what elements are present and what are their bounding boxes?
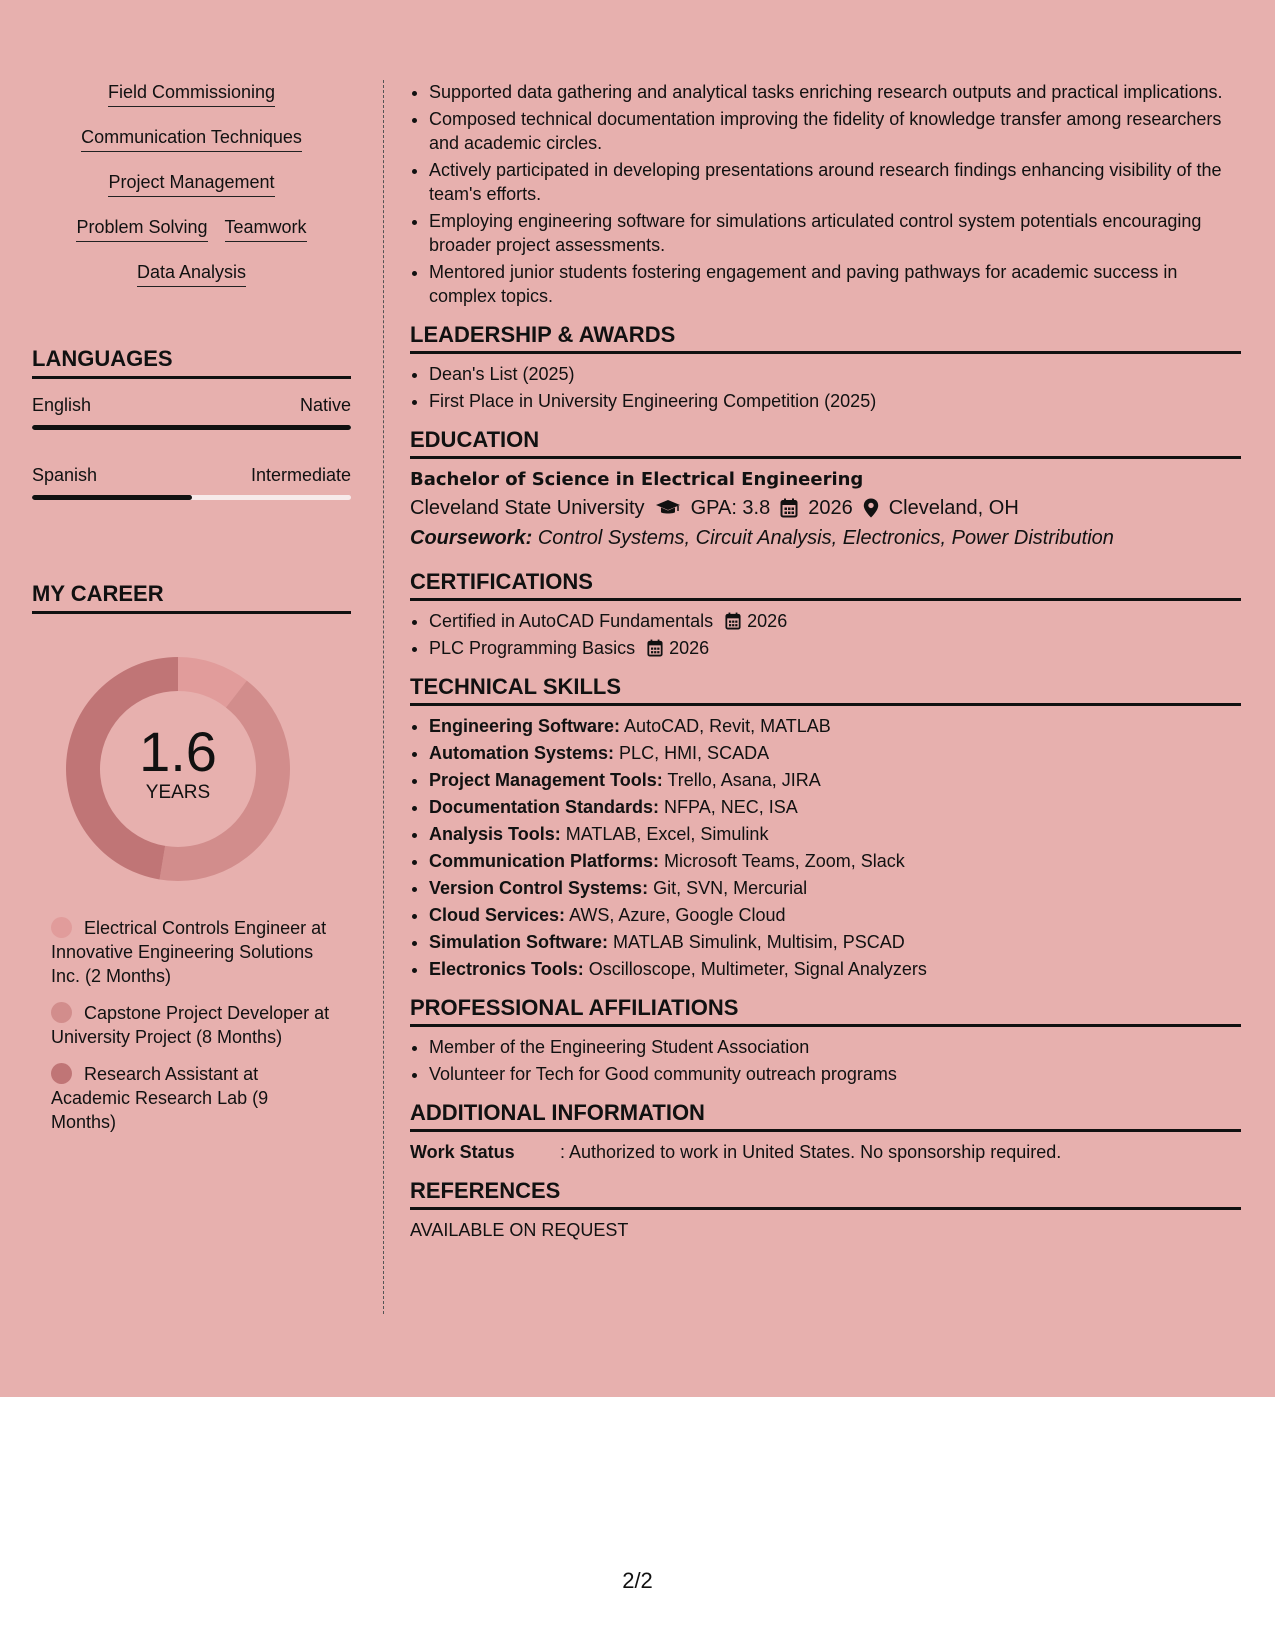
skill-tag: Problem Solving	[76, 215, 207, 242]
career-heading: MY CAREER	[32, 580, 351, 614]
skill-label: Analysis Tools:	[429, 824, 561, 844]
language-item	[32, 393, 351, 430]
skill-value: AWS, Azure, Google Cloud	[569, 905, 786, 925]
skill-value: Microsoft Teams, Zoom, Slack	[664, 851, 905, 871]
career-section	[32, 580, 351, 1134]
certifications-heading: CERTIFICATIONS	[410, 568, 1241, 601]
career-legend	[51, 916, 331, 1134]
skill-item	[429, 768, 1241, 792]
certifications-section	[410, 568, 1241, 660]
certification-year: 2026	[747, 611, 788, 631]
language-name: English	[32, 395, 92, 415]
coursework-list: Control Systems, Circuit Analysis, Electronics, Power Distribution	[537, 527, 1114, 549]
education-heading: EDUCATION	[410, 426, 1241, 459]
languages-heading: LANGUAGES	[32, 345, 351, 379]
certification-name: • PLC Programming Basics	[429, 638, 636, 658]
skill-item	[429, 849, 1241, 873]
skill-item	[429, 876, 1241, 900]
technical-skills-section	[410, 673, 1241, 981]
certification-item	[429, 609, 1241, 633]
certification-item	[429, 636, 1241, 660]
skill-label: Communication Platforms:	[429, 851, 660, 871]
skill-value: NFPA, NEC, ISA	[664, 797, 798, 817]
skill-label: Project Management Tools:	[429, 770, 663, 790]
skill-tag: Field Commissioning	[108, 80, 275, 107]
legend-label: Research Assistant at Academic Research Lab (9 Months)	[51, 1064, 269, 1132]
skill-label: Automation Systems:	[429, 743, 615, 763]
skill-value: Git, SVN, Mercurial	[653, 878, 808, 898]
skill-label: Version Control Systems:	[429, 878, 649, 898]
column-divider	[383, 80, 384, 1314]
language-name: Spanish	[32, 465, 98, 485]
certification-year: 2026	[669, 638, 710, 658]
tag-row	[32, 170, 351, 215]
skill-item	[429, 930, 1241, 954]
language-level: Intermediate	[250, 465, 351, 485]
skill-label: Cloud Services:	[429, 905, 566, 925]
skill-value: Oscilloscope, Multimeter, Signal Analyzers	[588, 959, 927, 979]
map-pin-icon	[863, 498, 879, 518]
leadership-heading: LEADERSHIP & AWARDS	[410, 321, 1241, 354]
skill-label: Documentation Standards:	[429, 797, 660, 817]
skill-label: Electronics Tools:	[429, 959, 584, 979]
calendar-icon	[780, 498, 798, 518]
technical-skills-heading: TECHNICAL SKILLS	[410, 673, 1241, 706]
affiliations-heading: PROFESSIONAL AFFILIATIONS	[410, 994, 1241, 1027]
skill-label: Simulation Software:	[429, 932, 609, 952]
skill-item	[429, 741, 1241, 765]
career-legend-item	[51, 1062, 331, 1134]
references-text: AVAILABLE ON REQUEST	[410, 1220, 629, 1240]
legend-dot	[51, 1002, 72, 1023]
skill-value: MATLAB, Excel, Simulink	[565, 824, 769, 844]
experience-bullets	[410, 80, 1241, 308]
experience-bullet: • Mentored junior students fostering engagement and paving pathways for academic success in complex topics.	[429, 260, 1241, 308]
language-level: Native	[299, 395, 351, 415]
language-bar-fill	[32, 425, 351, 430]
affiliations-section	[410, 994, 1241, 1086]
work-status-value: : Authorized to work in United States. No sponsorship required.	[560, 1142, 1062, 1162]
work-status-label: Work Status	[410, 1142, 515, 1162]
tag-row	[32, 125, 351, 170]
sidebar	[32, 80, 351, 1147]
career-donut	[63, 654, 293, 884]
page-number: 2/2	[622, 1568, 653, 1593]
additional-info-section	[410, 1099, 1241, 1164]
languages-section	[32, 345, 351, 500]
skill-tag: Project Management	[108, 170, 274, 197]
skill-item	[429, 903, 1241, 927]
additional-info-heading: ADDITIONAL INFORMATION	[410, 1099, 1241, 1132]
skill-tag: Communication Techniques	[81, 125, 302, 152]
school-name: Cleveland State University	[410, 497, 645, 519]
certification-name: • Certified in AutoCAD Fundamentals	[429, 611, 714, 631]
skill-label: Engineering Software:	[429, 716, 621, 736]
graduation-cap-icon	[655, 499, 681, 517]
skill-value: Trello, Asana, JIRA	[667, 770, 821, 790]
legend-label: Electrical Controls Engineer at Innovative Engineering Solutions Inc. (2 Months)	[51, 918, 327, 986]
language-bar-fill	[32, 495, 192, 500]
award-item: • First Place in University Engineering Competition (2025)	[429, 389, 1241, 413]
language-bar	[32, 425, 351, 430]
experience-bullet: • Supported data gathering and analytical tasks enriching research outputs and practical implications.	[429, 80, 1241, 104]
skill-value: MATLAB Simulink, Multisim, PSCAD	[613, 932, 905, 952]
graduation-year: 2026	[808, 497, 853, 519]
skill-item	[429, 957, 1241, 981]
career-legend-item	[51, 916, 331, 988]
skill-tag: Teamwork	[225, 215, 307, 242]
education-details	[410, 493, 1241, 523]
main-column	[410, 80, 1241, 1242]
references-section	[410, 1177, 1241, 1242]
legend-dot	[51, 1063, 72, 1084]
skill-item	[429, 714, 1241, 738]
skill-value: AutoCAD, Revit, MATLAB	[624, 716, 831, 736]
skill-tags	[32, 80, 351, 305]
calendar-icon	[725, 612, 741, 630]
skill-item	[429, 795, 1241, 819]
language-bar	[32, 495, 351, 500]
education-section	[410, 426, 1241, 553]
gpa: GPA: 3.8	[690, 497, 771, 519]
tag-row	[32, 80, 351, 125]
references-heading: REFERENCES	[410, 1177, 1241, 1210]
work-status	[410, 1140, 1241, 1164]
calendar-icon	[647, 639, 663, 657]
skill-tag: Data Analysis	[137, 260, 246, 287]
coursework	[410, 523, 1241, 553]
legend-label: Capstone Project Developer at University Project (8 Months)	[51, 1003, 330, 1047]
skill-value: PLC, HMI, SCADA	[619, 743, 770, 763]
skill-item	[429, 822, 1241, 846]
career-legend-item	[51, 1001, 331, 1049]
tag-row	[32, 260, 351, 305]
affiliation-item: • Member of the Engineering Student Association	[429, 1035, 1241, 1059]
career-years-unit: YEARS	[145, 782, 211, 803]
school-location: Cleveland, OH	[888, 497, 1019, 519]
career-years-value: 1.6	[139, 720, 217, 783]
affiliation-item: • Volunteer for Tech for Good community outreach programs	[429, 1062, 1241, 1086]
tag-row	[32, 215, 351, 260]
coursework-label: Coursework:	[410, 527, 533, 549]
experience-bullet: • Employing engineering software for simulations articulated control system potentials encouraging broader project assessments.	[429, 209, 1241, 257]
leadership-section	[410, 321, 1241, 413]
legend-dot	[51, 917, 72, 938]
experience-bullet: • Composed technical documentation improving the fidelity of knowledge transfer among researchers and academic circles.	[429, 107, 1241, 155]
language-item	[32, 463, 351, 500]
degree-title: Bachelor of Science in Electrical Engineering	[410, 469, 864, 490]
award-item: • Dean's List (2025)	[429, 362, 1241, 386]
experience-bullet: • Actively participated in developing presentations around research findings enhancing visibility of the team's efforts.	[429, 158, 1241, 206]
